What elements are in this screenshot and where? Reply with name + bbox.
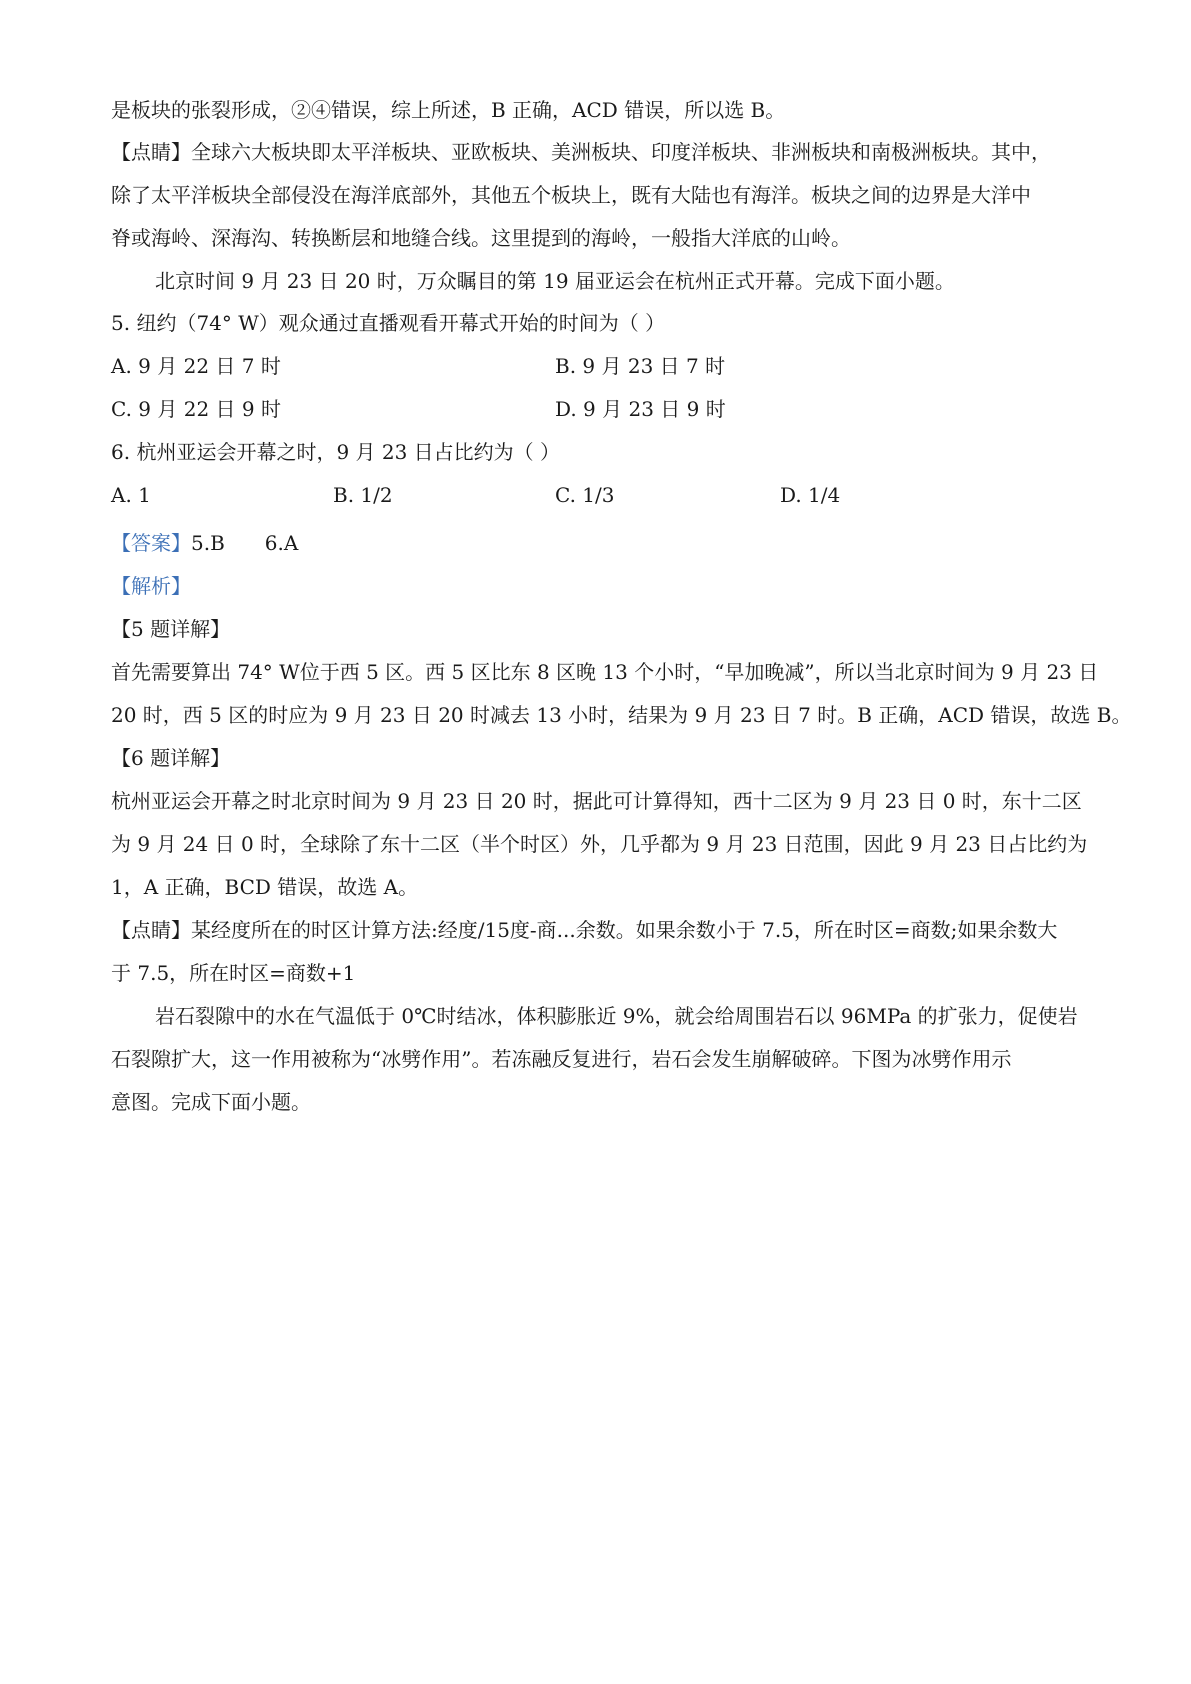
q5-option-a: A. 9 月 22 日 7 时 (111, 354, 281, 378)
section-heading-q6: 【6 题详解】 (111, 746, 231, 770)
question-intro: 北京时间 9 月 23 日 20 时，万众瞩目的第 19 届亚运会在杭州正式开幕。完成下面小题。 (155, 269, 955, 293)
answer-line (111, 529, 1091, 557)
passage-line: 石裂隙扩大，这一作用被称为“冰劈作用”。若冻融反复进行，岩石会发生崩解破碎。下图为冰劈作用示 (111, 1047, 1012, 1071)
q5-option-c: C. 9 月 22 日 9 时 (111, 397, 281, 421)
q6-option-d: D. 1/4 (780, 483, 841, 507)
explanation-line: 为 9 月 24 日 0 时，全球除了东十二区（半个时区）外，几乎都为 9 月 23 日范围，因此 9 月 23 日占比约为 (111, 832, 1088, 856)
tip-paragraph-line: 除了太平洋板块全部侵没在海洋底部外，其他五个板块上，既有大陆也有海洋。板块之间的边界是大洋中 (111, 183, 1031, 207)
answer-label: 【答案】 (111, 531, 191, 555)
explanation-line: 1，A 正确，BCD 错误，故选 A。 (111, 875, 419, 899)
question-6: 6. 杭州亚运会开幕之时，9 月 23 日占比约为（ ） (111, 440, 561, 464)
text-line: 是板块的张裂形成，②④错误，综上所述，B 正确，ACD 错误，所以选 B。 (111, 98, 786, 122)
q6-option-c: C. 1/3 (555, 483, 615, 507)
tip-paragraph-line: 【点睛】全球六大板块即太平洋板块、亚欧板块、美洲板块、印度洋板块、非洲板块和南极洲板块。其中， (111, 140, 1051, 164)
analysis-label: 【解析】 (111, 574, 191, 598)
q6-option-a: A. 1 (111, 483, 151, 507)
answer-q6: 6.A (264, 531, 299, 555)
tip-paragraph-line: 于 7.5，所在时区=商数+1 (111, 961, 356, 985)
answer-q5: 5.B (191, 531, 225, 555)
explanation-line: 杭州亚运会开幕之时北京时间为 9 月 23 日 20 时，据此可计算得知，西十二区为 9 月 23 日 0 时，东十二区 (111, 789, 1082, 813)
tip-paragraph-line: 【点睛】某经度所在的时区计算方法:经度/15度-商...余数。如果余数小于 7.5，所在时区=商数;如果余数大 (111, 918, 1058, 942)
q6-option-b: B. 1/2 (333, 483, 393, 507)
explanation-line: 首先需要算出 74° W位于西 5 区。西 5 区比东 8 区晚 13 个小时，“早加晚减”，所以当北京时间为 9 月 23 日 (111, 660, 1099, 684)
passage-line: 岩石裂隙中的水在气温低于 0℃时结冰，体积膨胀近 9%，就会给周围岩石以 96MPa 的扩张力，促使岩 (155, 1004, 1078, 1028)
q5-option-b: B. 9 月 23 日 7 时 (555, 354, 726, 378)
question-5: 5. 纽约（74° W）观众通过直播观看开幕式开始的时间为（ ） (111, 311, 666, 335)
passage-line: 意图。完成下面小题。 (111, 1090, 311, 1114)
tip-paragraph-line: 脊或海岭、深海沟、转换断层和地缝合线。这里提到的海岭，一般指大洋底的山岭。 (111, 226, 851, 250)
explanation-line: 20 时，西 5 区的时应为 9 月 23 日 20 时减去 13 小时，结果为 9 月 23 日 7 时。B 正确，ACD 错误，故选 B。 (111, 703, 1132, 727)
q5-option-d: D. 9 月 23 日 9 时 (555, 397, 726, 421)
section-heading-q5: 【5 题详解】 (111, 617, 231, 641)
